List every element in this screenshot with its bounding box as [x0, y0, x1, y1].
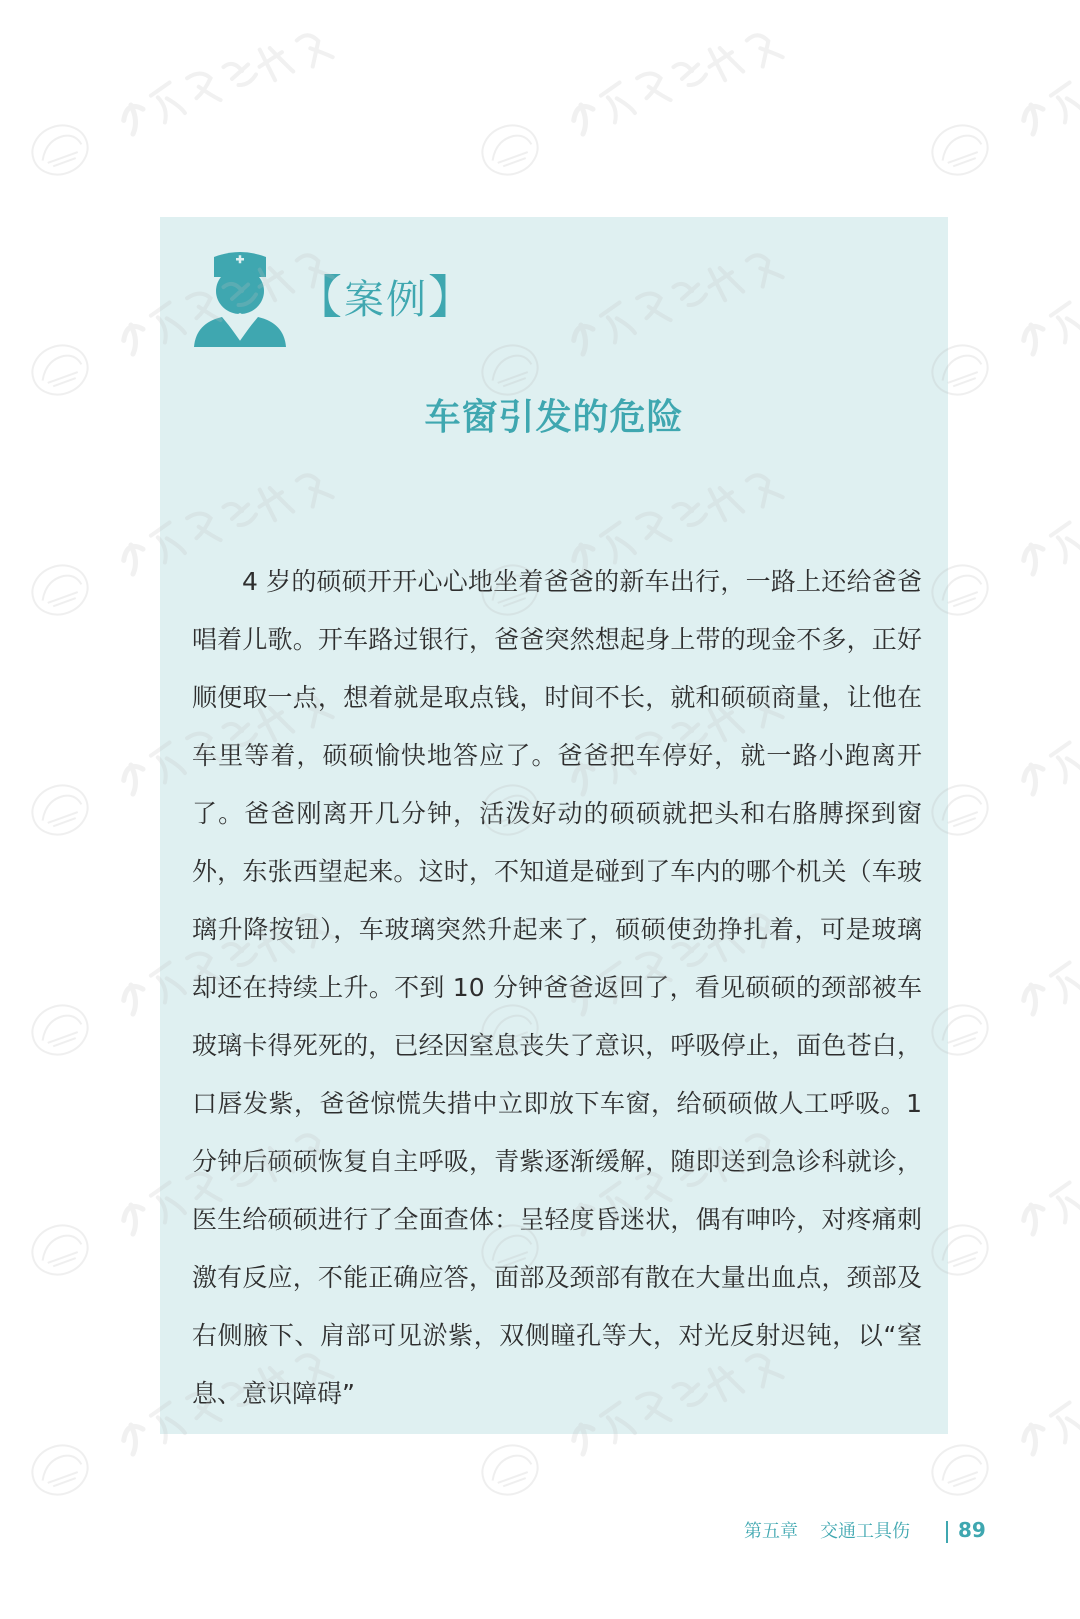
case-title: 车窗引发的危险: [424, 396, 684, 438]
case-label: [296, 270, 476, 324]
footer-divider: [946, 1521, 948, 1543]
page-footer: [744, 1516, 986, 1544]
case-label-text: 案例: [344, 277, 428, 323]
nurse-icon: [190, 247, 290, 351]
footer-section: 交通工具伤: [820, 1521, 910, 1542]
footer-chapter: 第五章: [744, 1521, 798, 1542]
case-box: [160, 217, 948, 1434]
label-open-bracket: 【: [296, 270, 344, 324]
label-close-bracket: 】: [428, 270, 476, 324]
page-number: 89: [958, 1518, 986, 1542]
case-body-text: 4 岁的硕硕开开心心地坐着爸爸的新车出行，一路上还给爸爸唱着儿歌。开车路过银行，爸爸突然想起身上带的现金不多，正好顺便取一点，想着就是取点钱，时间不长，就和硕硕商量，让他在车里等着，硕硕愉快地答应了。爸爸把车停好，就一路小跑离开了。爸爸刚离开几分钟，活泼好动的硕硕就把头和右胳膊探到窗外，东张西望起来。这时，不知道是碰到了车内的哪个机关（车玻璃升降按钮），车玻璃突然升起来了，硕硕使劲挣扎着，可是玻璃却还在持续上升。不到 10 分钟爸爸返回了，看见硕硕的颈部被车玻璃卡得死死的，已经因窒息丧失了意识，呼吸停止，面色苍白，口唇发紫，爸爸惊慌失措中立即放下车窗，给硕硕做人工呼吸。1 分钟后硕硕恢复自主呼吸，青紫逐渐缓解，随即送到急诊科就诊，医生给硕硕进行了全面查体：呈轻度昏迷状，偶有呻吟，对疼痛刺激有反应，不能正确应答，面部及颈部有散在大量出血点，颈部及右侧腋下、肩部可见淤紫，双侧瞳孔等大，对光反射迟钝，以“窒息、意识障碍”: [192, 567, 922, 1408]
